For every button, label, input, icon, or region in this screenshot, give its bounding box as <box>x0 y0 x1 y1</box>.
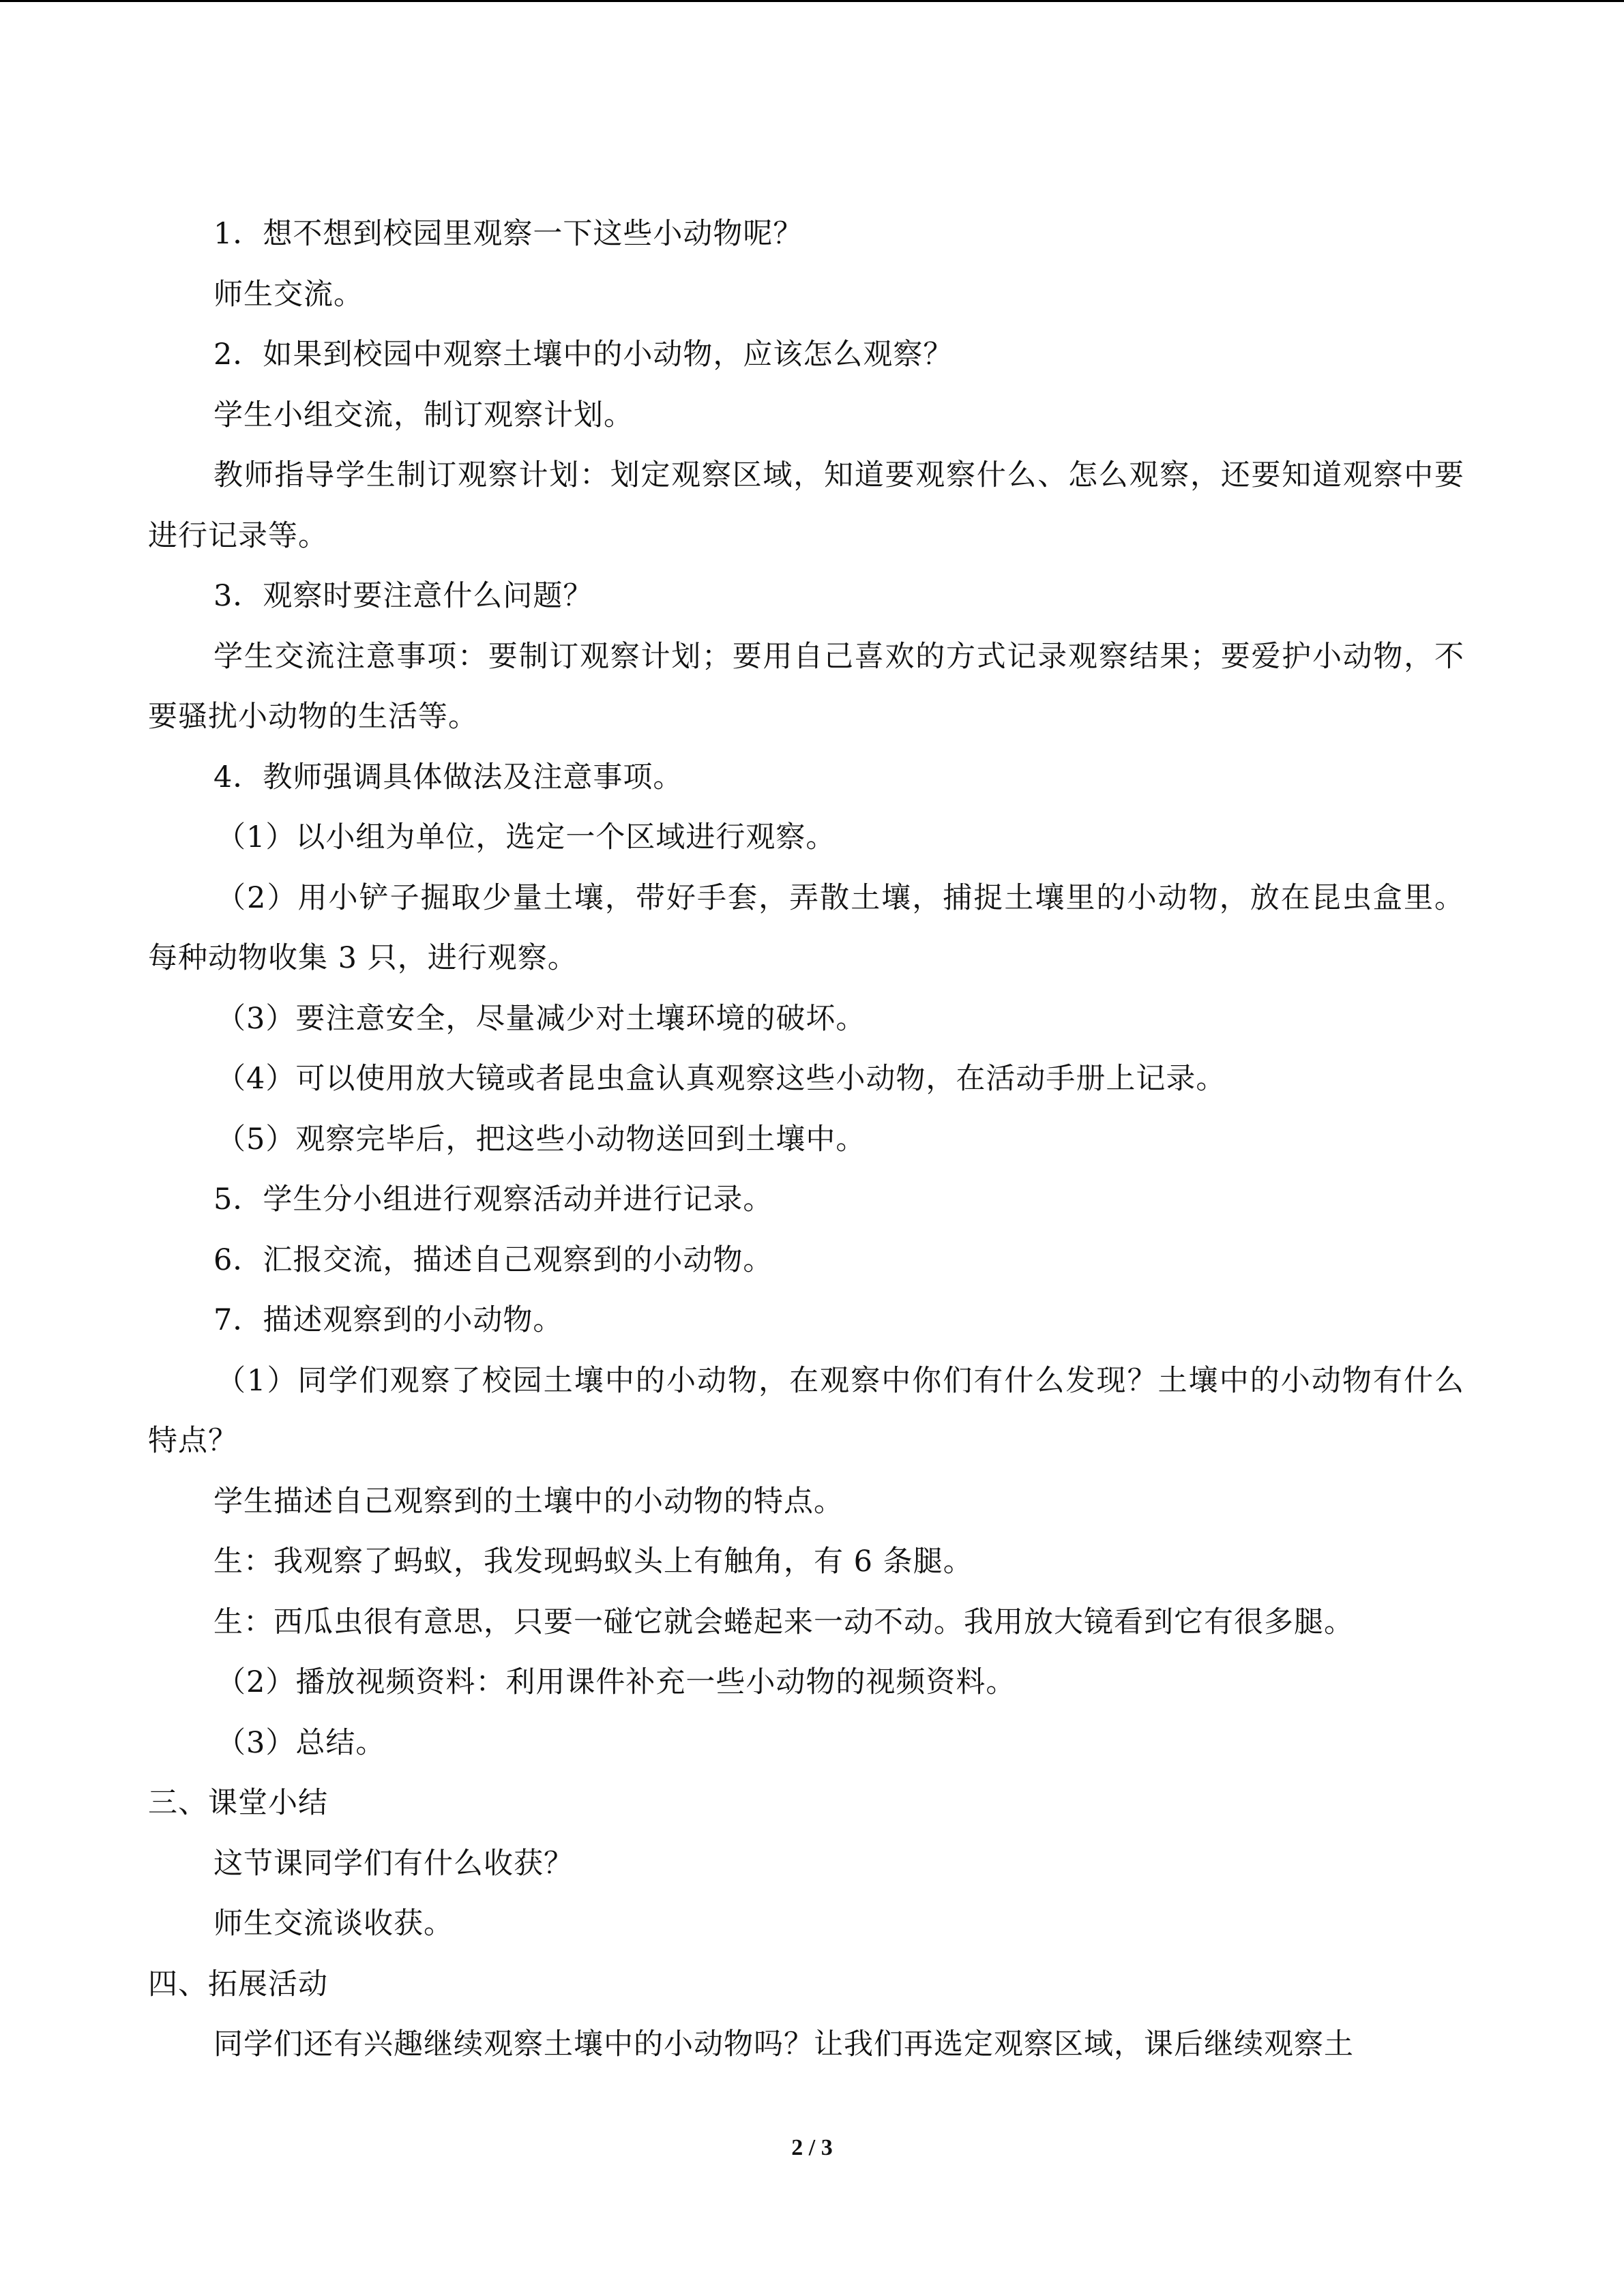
sub-paragraph: （1）同学们观察了校园土壤中的小动物，在观察中你们有什么发现？土壤中的小动物有什么特点？ <box>148 1363 1464 1458</box>
paragraph: 1．想不想到校园里观察一下这些小动物呢？ <box>213 217 803 251</box>
paragraph: 4．教师强调具体做法及注意事项。 <box>213 760 683 794</box>
sub-paragraph: （4）可以使用放大镜或者昆虫盒认真观察这些小动物，在活动手册上记录。 <box>216 1062 1226 1096</box>
page-number: 2 / 3 <box>791 2135 833 2160</box>
sub-paragraph: （5）观察完毕后，把这些小动物送回到土壤中。 <box>216 1122 866 1157</box>
paragraph: 5．学生分小组进行观察活动并进行记录。 <box>213 1182 773 1217</box>
paragraph: 学生小组交流，制订观察计划。 <box>213 398 634 432</box>
paragraph: 这节课同学们有什么收获？ <box>213 1846 574 1881</box>
paragraph: 同学们还有兴趣继续观察土壤中的小动物吗？让我们再选定观察区域，课后继续观察土 <box>213 2027 1354 2061</box>
sub-paragraph: （3）要注意安全，尽量减少对土壤环境的破坏。 <box>216 1001 866 1036</box>
sub-paragraph: （2）用小铲子掘取少量土壤，带好手套，弄散土壤，捕捉土壤里的小动物，放在昆虫盒里。每种动物收集 3 只，进行观察。 <box>148 880 1464 975</box>
paragraph: 学生描述自己观察到的土壤中的小动物的特点。 <box>213 1484 844 1519</box>
paragraph: 学生交流注意事项：要制订观察计划；要用自己喜欢的方式记录观察结果；要爱护小动物，不要骚扰小动物的生活等。 <box>148 639 1464 734</box>
sub-paragraph: （3）总结。 <box>216 1725 386 1760</box>
paragraph: 6．汇报交流，描述自己观察到的小动物。 <box>213 1242 773 1277</box>
paragraph: 师生交流谈收获。 <box>213 1907 454 1941</box>
paragraph: 教师指导学生制订观察计划：划定观察区域，知道要观察什么、怎么观察，还要知道观察中要进行记录等。 <box>148 458 1464 553</box>
paragraph: 生：西瓜虫很有意思，只要一碰它就会蜷起来一动不动。我用放大镜看到它有很多腿。 <box>213 1605 1354 1639</box>
section-heading: 三、课堂小结 <box>148 1786 328 1820</box>
paragraph: 7．描述观察到的小动物。 <box>213 1303 563 1337</box>
sub-paragraph: （1）以小组为单位，选定一个区域进行观察。 <box>216 820 836 854</box>
paragraph: 2．如果到校园中观察土壤中的小动物，应该怎么观察？ <box>213 338 954 372</box>
paragraph: 3．观察时要注意什么问题？ <box>213 579 593 613</box>
paragraph: 师生交流。 <box>213 277 364 312</box>
section-heading: 四、拓展活动 <box>148 1967 328 2001</box>
paragraph: 生：我观察了蚂蚁，我发现蚂蚁头上有触角，有 6 条腿。 <box>213 1545 973 1579</box>
page-body <box>148 204 1464 2075</box>
sub-paragraph: （2）播放视频资料：利用课件补充一些小动物的视频资料。 <box>216 1665 1016 1699</box>
